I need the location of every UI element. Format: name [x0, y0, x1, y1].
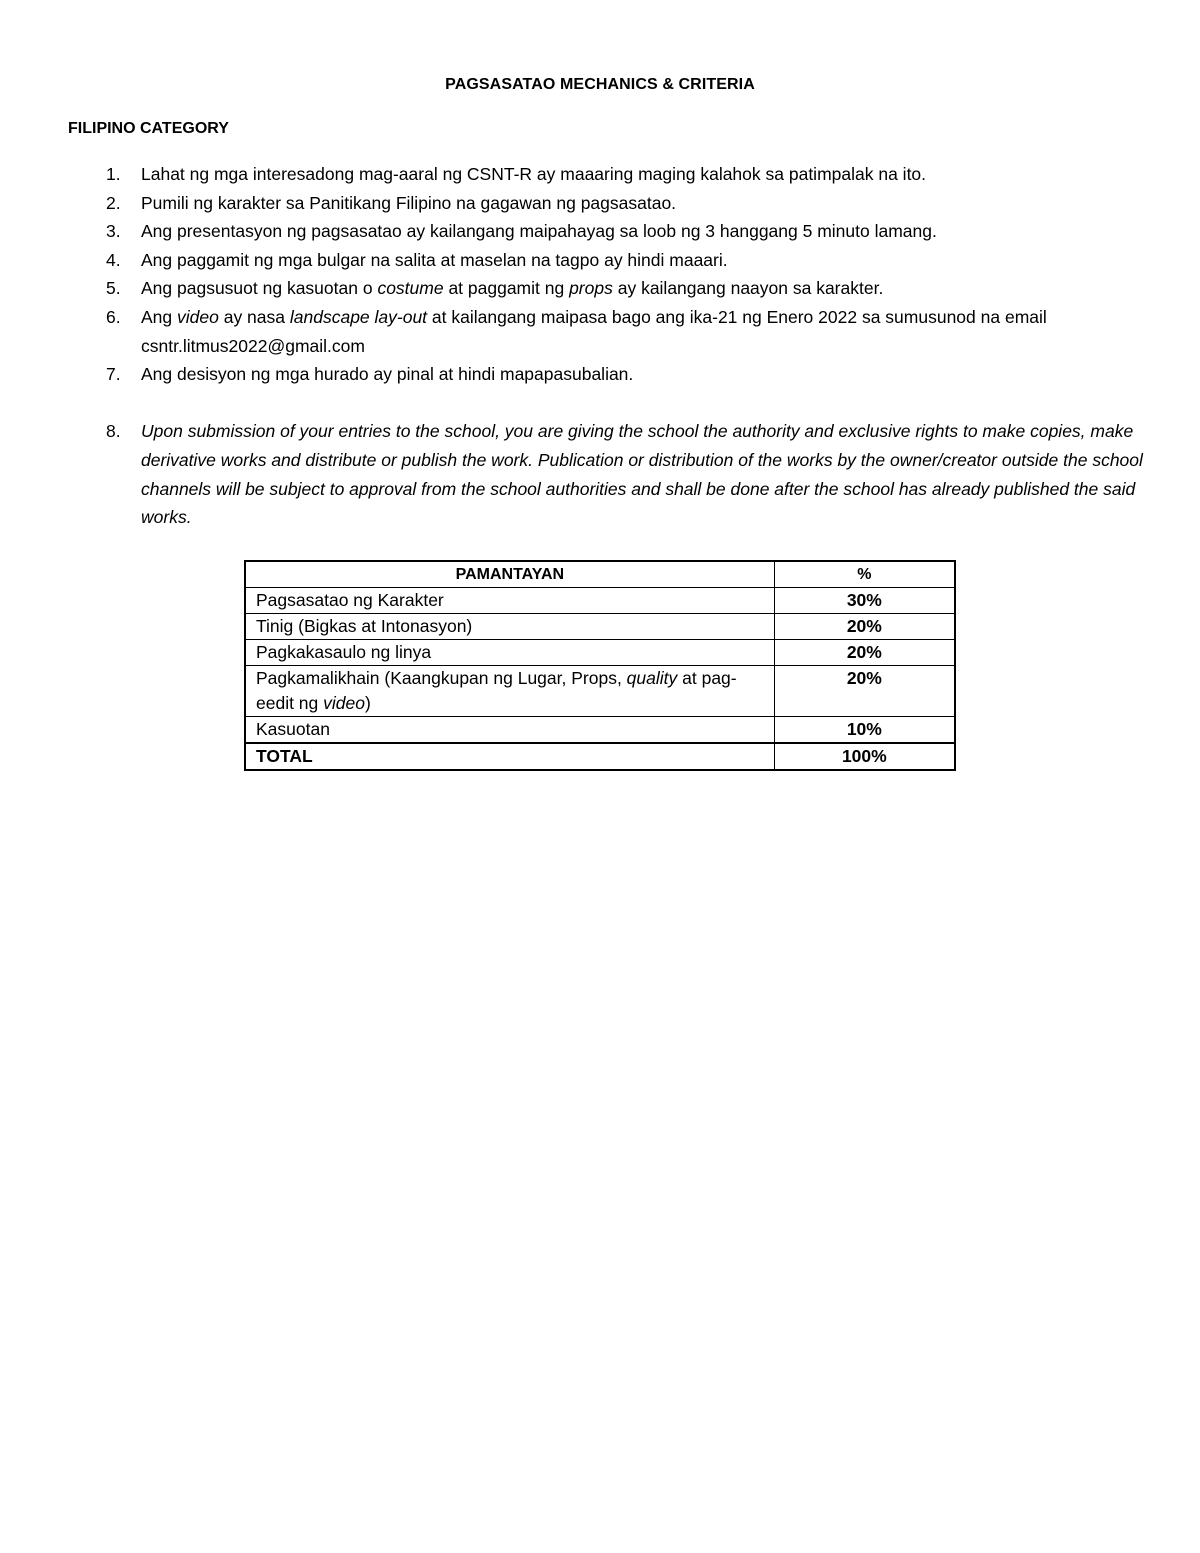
rule-text-emphasis: landscape lay-out — [289, 306, 428, 327]
percent-cell: 20% — [774, 614, 955, 640]
rule-number: 5. — [106, 278, 121, 299]
table-total-row — [245, 743, 955, 770]
rule-text: Pumili ng karakter sa Panitikang Filipino na gagawan ng pagsasatao. — [141, 192, 677, 213]
criterion-cell: Tinig (Bigkas at Intonasyon) — [245, 614, 774, 640]
table-row — [245, 666, 955, 717]
criteria-table — [244, 560, 956, 771]
criterion-cell — [245, 666, 774, 717]
rule-item — [106, 246, 1146, 275]
rule-text: Lahat ng mga interesadong mag-aaral ng CSNT-R ay maaaring maging kalahok sa patimpalak na ito. — [141, 164, 927, 184]
column-header-criterion: PAMANTAYAN — [245, 561, 774, 588]
rule-text-emphasis: video — [177, 306, 219, 327]
rule-number: 8. — [106, 421, 121, 442]
criterion-cell: Kasuotan — [245, 717, 774, 744]
percent-cell: 20% — [774, 640, 955, 666]
criterion-text-emphasis: quality — [626, 668, 678, 688]
rule-number: 2. — [106, 192, 121, 213]
rule-item — [106, 189, 1146, 218]
rule-text: Upon submission of your entries to the school, you are giving the school the authority and exclusive rights to make copies, make derivative works and distribute or publish the work. Publication or distribution of the works by the owner/creator outside the school channels will be subject to approval from the school authorities and shall be done after the school has already published the said works. — [141, 421, 1143, 528]
table-header-row — [245, 561, 955, 588]
criterion-text-emphasis: video — [323, 693, 365, 713]
rule-text: Ang desisyon ng mga hurado ay pinal at hindi mapapasubalian. — [141, 364, 634, 385]
rule-text-segment: ay nasa — [218, 306, 290, 327]
rule-item — [106, 360, 1146, 389]
rule-text-emphasis: costume — [377, 278, 444, 299]
rule-item — [106, 274, 1146, 303]
column-header-percent: % — [774, 561, 955, 588]
rule-number: 7. — [106, 364, 121, 385]
rule-text-segment: at kailangang maipasa bago ang ika-21 ng Enero 2022 sa sumusunod na email csntr.litmus2022@gmail.com — [141, 306, 1047, 356]
criterion-cell: Pagkakasaulo ng linya — [245, 640, 774, 666]
document-title: PAGSASATAO MECHANICS & CRITERIA — [445, 76, 755, 93]
table-row — [245, 640, 955, 666]
rule-item — [106, 160, 1146, 189]
criterion-cell: Pagsasatao ng Karakter — [245, 588, 774, 614]
rule-number: 1. — [106, 164, 121, 184]
table-row — [245, 614, 955, 640]
percent-cell: 20% — [774, 666, 955, 717]
percent-cell: 10% — [774, 717, 955, 744]
rule-item — [106, 303, 1146, 360]
criterion-text-segment: at pag-eedit ng — [256, 668, 737, 713]
rule-text-emphasis: props — [569, 278, 613, 299]
rule-text-segment: Ang pagsusuot ng kasuotan o — [141, 278, 378, 299]
rule-number: 3. — [106, 221, 121, 242]
percent-cell: 30% — [774, 588, 955, 614]
rule-text: Ang paggamit ng mga bulgar na salita at maselan na tagpo ay hindi maaari. — [141, 249, 728, 270]
category-heading: FILIPINO CATEGORY — [68, 120, 229, 137]
criterion-text-segment: ) — [364, 693, 371, 713]
rule-number: 6. — [106, 306, 121, 327]
rule-text-segment: ay kailangang naayon sa karakter. — [612, 278, 884, 299]
rule-item — [106, 417, 1146, 531]
total-label: TOTAL — [245, 743, 774, 770]
rule-item — [106, 217, 1146, 246]
rule-text — [141, 307, 1047, 356]
criterion-text-segment: Pagkamalikhain (Kaangkupan ng Lugar, Props, — [256, 668, 627, 688]
rule-text-segment: at paggamit ng — [443, 278, 570, 299]
rule-text — [141, 278, 883, 298]
rules-list — [106, 160, 1146, 532]
total-percent: 100% — [774, 743, 955, 770]
rule-text: Ang presentasyon ng pagsasatao ay kailangang maipahayag sa loob ng 3 hanggang 5 minuto lamang. — [141, 221, 937, 242]
rule-number: 4. — [106, 249, 121, 270]
table-row — [245, 717, 955, 744]
table-row — [245, 588, 955, 614]
rule-text-segment: Ang — [141, 306, 177, 327]
